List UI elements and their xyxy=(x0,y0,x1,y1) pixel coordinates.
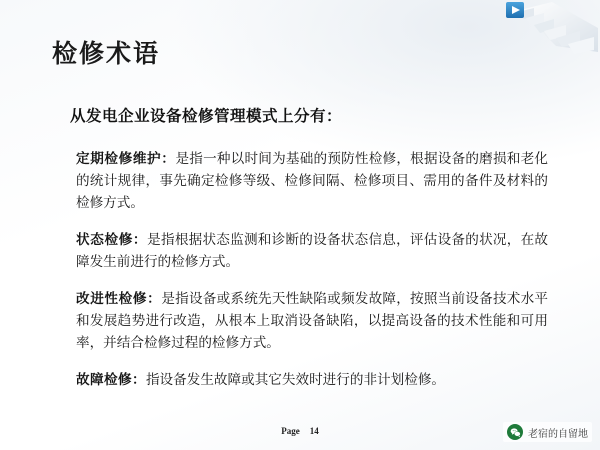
term-text-1: 是指一种以时间为基础的预防性检修，根据设备的磨损和老化的统计规律，事先确定检修等级、检修间隔、检修项目、需用的备件及材料的检修方式。 xyxy=(76,151,548,211)
page-title: 检修术语 xyxy=(52,41,161,68)
watermark xyxy=(503,422,592,442)
term-label-3: 改进性检修： xyxy=(76,291,162,307)
definition-paragraph-4 xyxy=(62,369,548,391)
term-label-2: 状态检修： xyxy=(76,232,148,248)
slide-body xyxy=(62,104,548,406)
page-number: 14 xyxy=(309,426,319,436)
term-text-4: 指设备发生故障或其它失效时进行的非计划检修。 xyxy=(145,372,446,388)
term-label-4: 故障检修： xyxy=(76,372,146,388)
page-label: Page xyxy=(281,426,300,436)
definition-paragraph-1 xyxy=(62,148,548,214)
definition-paragraph-3 xyxy=(62,288,548,354)
wechat-logo-icon xyxy=(507,424,523,440)
decorative-stair-graphic xyxy=(460,0,600,72)
watermark-text: 老宿的自留地 xyxy=(528,428,588,440)
term-text-3: 是指设备或系统先天性缺陷或频发故障，按照当前设备技术水平和发展趋势进行改造，从根本上取消设备缺陷，以提高设备的技术性能和可用率，并结合检修过程的检修方式。 xyxy=(76,291,548,351)
definition-paragraph-2 xyxy=(62,229,548,273)
term-label-1: 定期检修维护： xyxy=(76,151,176,166)
lead-statement: 从发电企业设备检修管理模式上分有： xyxy=(70,108,343,125)
term-text-2: 是指根据状态监测和诊断的设备状态信息，评估设备的状况，在故障发生前进行的检修方式。 xyxy=(76,232,549,270)
